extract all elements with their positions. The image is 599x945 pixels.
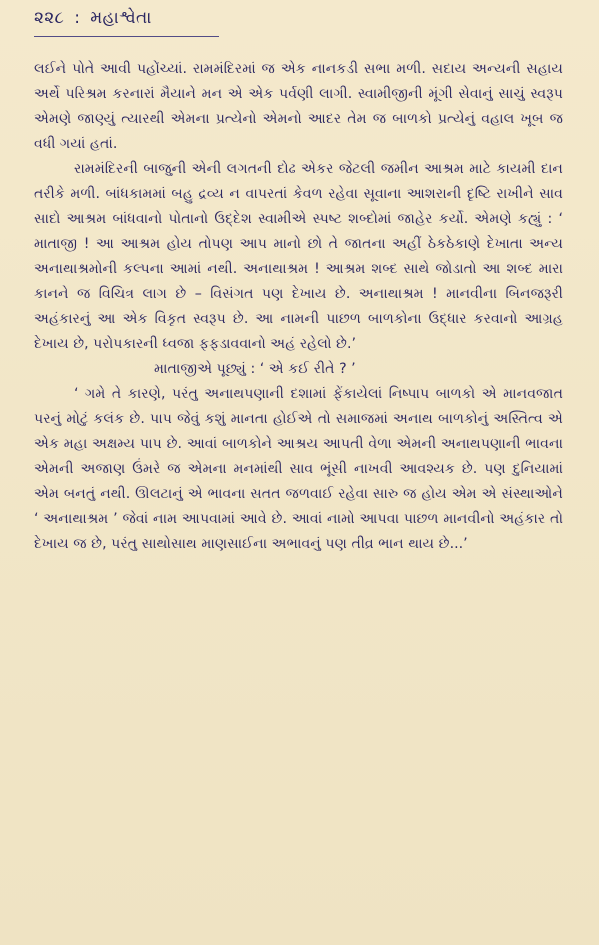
header-underline	[34, 36, 219, 37]
book-title: મહાશ્વેતા	[90, 8, 152, 28]
paragraph-ashram-land: રામમંદિરની બાજુની એની લગતની દોઢ એકર જેટલી જમીન આશ્રમ માટે કાયમી દાન તરીકે મળી. બાંધકામમાં બહુ દ્રવ્ય ન વાપરતાં કેવળ રહેવા સૂવાના આશરાની દૃષ્ટિ રાખીને સાવ સાદો આશ્રમ બાંધવાનો પોતાનો ઉદ્દેશ સ્વામીએ સ્પષ્ટ શબ્દોમાં જાહેર કર્યો. એમણે કહ્યું : ‘ માતાજી ! આ આશ્રમ હોય તોપણ આપ માનો છો તે જાતના અહીં ઠેકઠેકાણે દેખાતા અન્ય અનાથાશ્રમોની કલ્પના આમાં નથી. અનાથાશ્રમ ! આશ્રમ શબ્દ સાથે જોડાતો આ શબ્દ મારા કાનને જ વિચિત્ર લાગ છે – વિસંગત પણ દેખાય છે. અનાથાશ્રમ ! માનવીના બિનજરૂરી અહંકારનું આ એક વિકૃત સ્વરૂપ છે. આ નામની પાછળ બાળકોના ઉદ્ધાર કરવાનો આગ્રહ દેખાય છે, પરોપકારની ધ્વજા ફફડાવવાનો અહં રહેલો છે.’	[34, 161, 563, 352]
running-header	[34, 8, 563, 34]
paragraph-swami-reply: ‘ ગમે તે કારણે, પરંતુ અનાથપણાની દશામાં ફેંકાયેલાં નિષ્પાપ બાળકો એ માનવજાત પરનું મોટું કલંક છે. પાપ જેવું કશું માનતા હોઈએ તો સમાજમાં અનાથ બાળકોનું અસ્તિત્વ એ એક મહા અક્ષમ્ય પાપ છે. આવાં બાળકોને આશ્રય આપતી વેળા એમની અનાથપણાની ભાવના એમની અજાણ ઉંમરે જ એમના મનમાંથી સાવ ભૂંસી નાખવી આવશ્યક છે. પણ દુનિયામાં એમ બનતું નથી. ઊલટાનું એ ભાવના સતત જળવાઈ રહેવા સારુ જ હોય એમ એ સંસ્થાઓને ‘ અનાથાશ્રમ ’ જેવાં નામ આપવામાં આવે છે. આવાં નામો આપવા પાછળ માનવીનો અહંકાર તો દેખાય જ છે, પરંતુ સાથોસાથ માણસાઈના અભાવનું પણ તીવ્ર ભાન થાય છે...’	[34, 386, 563, 552]
page-body	[34, 57, 563, 557]
paragraph-continuation: લઈને પોતે આવી પહોંચ્યાં. રામમંદિરમાં જ એક નાનકડી સભા મળી. સદાય અન્યની સહાય અર્થે પરિશ્રમ કરનારાં મૈયાને મન એ એક પર્વણી લાગી. સ્વામીજીની મૂંગી સેવાનું સાચું સ્વરૂપ એમણે જાણ્યું ત્યારથી એમના પ્રત્યેનો એમનો આદર તેમ જ બાળકો પ્રત્યેનું વહાલ ખૂબ જ વધી ગયાં હતાં.	[34, 61, 563, 152]
paragraph-mataji-question: માતાજીએ પૂછ્યું : ‘ એ કઈ રીતે ? ’	[154, 361, 356, 377]
page-number: ૨૨૮	[34, 8, 65, 28]
header-separator: :	[74, 8, 81, 28]
